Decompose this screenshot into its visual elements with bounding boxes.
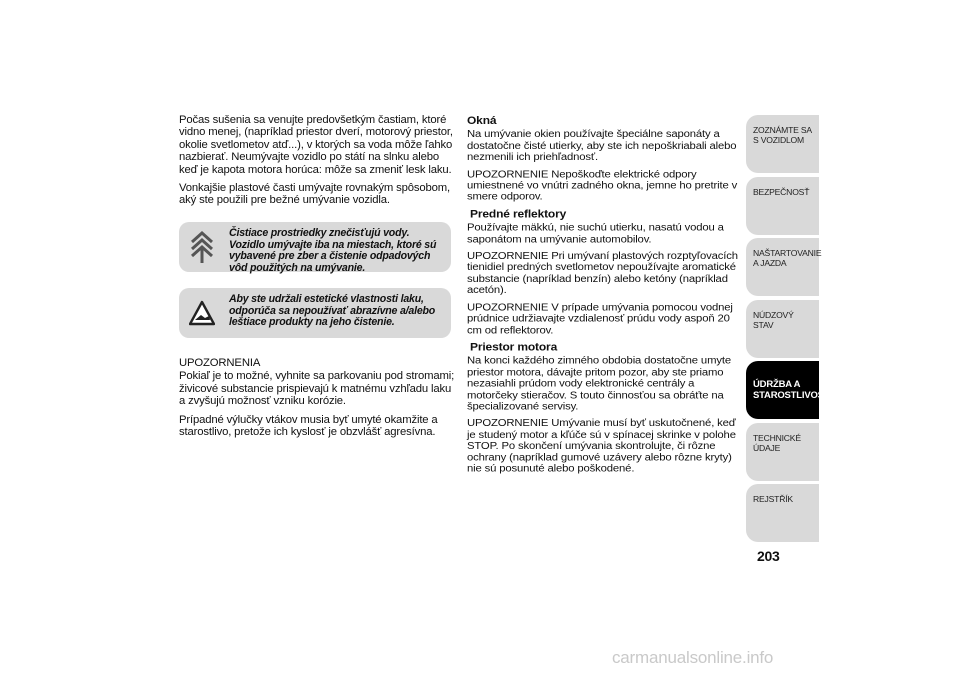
- environment-note-text: Čistiace prostriedky znečisťujú vody. Vozidlo umývajte iba na miestach, ktoré sú vybavené pre zber a čistenie odpadových vôd použitých na umývanie.: [229, 227, 437, 274]
- tab-vehicle[interactable]: ZOZNÁMTE SA S VOZIDLOM: [746, 115, 819, 173]
- page-number: 203: [757, 548, 780, 564]
- tab-driving[interactable]: NAŠTARTOVANIE A JAZDA: [746, 238, 819, 296]
- warning-paragraph: UPOZORNENIE Nepoškoďte elektrické odpory umiestnené vo vnútri zadného okna, jemne ho pretrite v smere odporov.: [467, 168, 738, 203]
- environment-note: [179, 222, 451, 272]
- section-title-engine: Priestor motora: [470, 340, 558, 354]
- tab-emergency[interactable]: NÚDZOVÝ STAV: [746, 300, 819, 358]
- paragraph: Prípadné výlučky vtákov musia byť umyté okamžite a starostlivo, pretože ich kyslosť je obzvlášť agresívna.: [179, 413, 438, 439]
- warning-heading: UPOZORNENIA: [179, 357, 261, 369]
- left-column-lower: [179, 357, 455, 444]
- section-title-headlights: Predné reflektory: [470, 207, 567, 221]
- left-column: [179, 114, 455, 213]
- warning-paragraph: UPOZORNENIE Umývanie musí byť uskutočnené, keď je studený motor a kľúče sú v spínacej skrinke v polohe STOP. Po skončení umývania skontrolujte, či rôzne ochrany (napríklad gumové uzávery alebo rôzne kryty) nie sú posunuté alebo poškodené.: [467, 417, 736, 475]
- paragraph: Pokiaľ je to možné, vyhnite sa parkovaniu pod stromami; živicové substancie prispievajú k matnému vzhľadu laku a zvyšujú možnosť vzniku korózie.: [179, 370, 455, 408]
- right-column: [467, 115, 742, 480]
- section-title-windows: Okná: [467, 114, 497, 127]
- tab-maintenance[interactable]: ÚDRŽBA A STAROSTLIVOSŤ: [746, 361, 819, 419]
- warning-note-text: Aby ste udržali estetické vlastnosti laku, odporúča sa nepoužívať abrazívne a/alebo leštiace produkty na jeho čistenie.: [229, 293, 436, 329]
- chapter-tabs: [746, 115, 830, 546]
- paragraph: Vonkajšie plastové časti umývajte rovnakým spôsobom, aký ste použili pre bežné umývanie vozidla.: [179, 182, 450, 207]
- paragraph: Na konci každého zimného obdobia dostatočne umyte priestor motora, dávajte pritom pozor, aby ste priamo nezasiahli prúdom vody elektronické centrály a motorčeky stieračov. S touto činnosťou sa obráťte na špecializované servisy.: [467, 355, 731, 413]
- paragraph: Počas sušenia sa venujte predovšetkým častiam, ktoré vidno menej, (napríklad priestor dverí, motorový priestor, okolie svetlometov atď...), v ktorých sa voda môže ľahko nazbierať. Neumývajte vozidlo po státí na slnku alebo keď je kapota motora horúca: môže sa zmeniť lesk laku.: [179, 114, 453, 176]
- warning-paragraph: UPOZORNENIE Pri umývaní plastových rozptyľovacích tienidiel predných svetlometov nepoužívajte aromatické substancie (napríklad benzín) alebo ketóny (napríklad acetón).: [467, 250, 738, 296]
- tab-safety[interactable]: BEZPEČNOSŤ: [746, 177, 819, 235]
- warning-note: [179, 288, 451, 338]
- paragraph: Používajte mäkkú, nie suchú utierku, nasatú vodou a saponátom na umývanie automobilov.: [467, 222, 724, 245]
- recycle-icon: [189, 230, 215, 264]
- warning-icon: [189, 296, 215, 330]
- watermark: carmanualsonline.info: [612, 648, 774, 667]
- tab-technical-data[interactable]: TECHNICKÉ ÚDAJE: [746, 423, 819, 481]
- paragraph: Na umývanie okien používajte špeciálne saponáty a dostatočne čisté utierky, aby ste ich nepoškriabali alebo nezmenili ich priehľadnosť.: [467, 129, 737, 163]
- warning-paragraph: UPOZORNENIE V prípade umývania pomocou vodnej prúdnice udržiavajte vzdialenosť prúdu vody aspoň 20 cm od reflektorov.: [467, 301, 733, 336]
- tab-index[interactable]: REJSTŘÍK: [746, 484, 819, 542]
